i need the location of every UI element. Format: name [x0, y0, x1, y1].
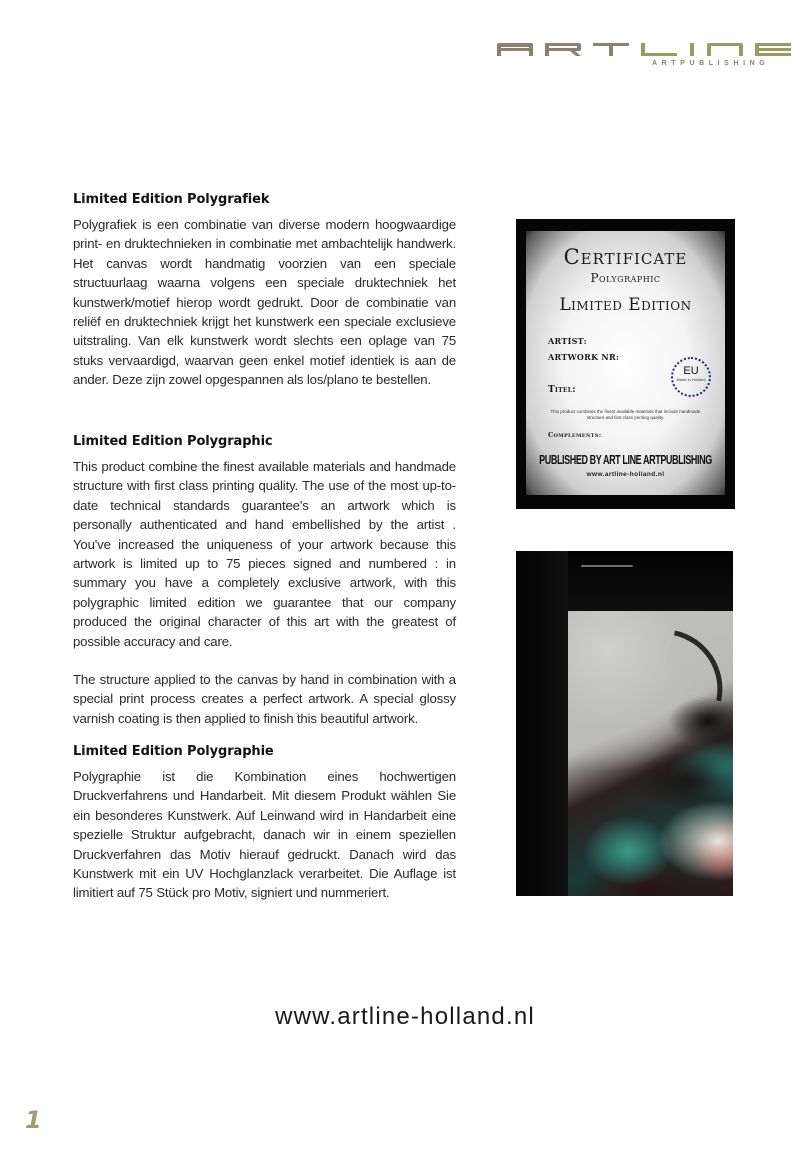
certificate-subtitle: Polygraphic	[590, 271, 661, 285]
eu-badge-small: Made in Holland	[676, 377, 706, 382]
certificate-paper	[526, 231, 725, 495]
logo-letter-l-icon	[641, 43, 677, 56]
certificate-title: Certificate	[563, 245, 688, 269]
section-polygraphic	[73, 433, 456, 728]
footer-website-url: www.artline-holland.nl	[275, 1003, 535, 1030]
certificate-edition: Limited Edition	[559, 295, 692, 315]
certificate-url: www.artline-holland.nl	[586, 471, 665, 478]
logo-letter-n-icon	[707, 43, 743, 56]
artwork-canvas	[568, 611, 733, 896]
artwork-brushstroke	[662, 630, 733, 701]
section-title: Limited Edition Polygraphie	[73, 744, 274, 759]
logo-wordmark	[497, 40, 791, 56]
certificate-image	[516, 219, 735, 509]
section-paragraph: The structure applied to the canvas by hand in combination with a special print process creates a perfect artwork. A special glossy varnish coating is then applied to finish this beautiful artwork.	[73, 672, 456, 726]
logo-letter-a-icon	[497, 43, 533, 56]
section-title: Limited Edition Polygrafiek	[73, 192, 270, 207]
certificate-complements-field: Complements:	[548, 431, 602, 439]
eu-badge-main: EU	[683, 365, 699, 377]
section-title: Limited Edition Polygraphic	[73, 434, 273, 449]
logo-subtitle: ARTPUBLISHING	[652, 60, 770, 67]
certificate-artist-field: ARTIST:	[548, 336, 587, 346]
section-polygrafiek	[73, 191, 456, 390]
artwork-closeup-image	[516, 551, 733, 896]
certificate-titel-field: Titel:	[548, 385, 576, 395]
artwork-frame-left	[516, 551, 568, 896]
logo-letter-e-icon	[755, 43, 791, 56]
section-polygraphie	[73, 743, 456, 903]
logo-letter-t-icon	[593, 43, 629, 56]
certificate-artwork-nr-field: ARTWORK NR:	[548, 352, 620, 362]
frame-glint	[581, 565, 633, 567]
section-paragraph: Polygraphie ist die Kombination eines hochwertigen Druckverfahrens und Handarbeit. Mit diesem Produkt wählen Sie ein besonderes Kunstwerk. Auf Leinwand wird in Handarbeit eine spezielle Struktur aufgebracht, danach wir in einem speziellen Druckverfahren das Motiv hierauf gedruckt. Danach wird das Kunstwerk mit ein UV Hochglanzlack verarbeitet. Die Auflage ist limitiert auf 75 Stück pro Motiv, signiert und nummeriert.	[73, 769, 456, 901]
logo-letter-r-icon	[545, 43, 581, 56]
certificate-published-by: PUBLISHED BY ART LINE ARTPUBLISHING	[539, 453, 712, 467]
page-number: 1	[25, 1106, 42, 1134]
logo-letter-i-icon	[689, 43, 695, 56]
section-paragraph: Polygrafiek is een combinatie van diverse modern hoogwaardige print- en druktechnieken in combinatie met ambachtelijk handwerk. Het canvas wordt handmatig voorzien van een speciale structuurlaag waarna volgens een speciale druktechniek het kunstwerk/motief hierop wordt gedrukt. Door de combinatie van reliëf en druktechniek krijgt het kunstwerk een speciale exclusieve uitstraling. Van elk kunstwerk wordt slechts een oplage van 75 stuks vervaardigd, waarvan geen enkel motief identiek is aan de ander. Deze zijn zowel opgespannen als los/plano te bestellen.	[73, 217, 456, 388]
certificate-description: This product combines the finest available materials that include handmade structure and first class printing quality.	[550, 409, 701, 420]
eu-badge-icon	[671, 357, 711, 397]
artline-logo	[497, 40, 775, 72]
section-paragraph: This product combine the finest available materials and handmade structure with first class printing quality. The use of the most up-to-date technical standards guarantee's an artwork which is personally authenticated and hand embellished by the artist . You've increased the uniqueness of your artwork because this artwork is limited up to 75 pieces signed and numbered : in summary you have a completely exclusive artwork, with this polygraphic limited edition we guarantee that our company produced the original character of this art with the greatest of possible accuracy and care.	[73, 459, 456, 649]
